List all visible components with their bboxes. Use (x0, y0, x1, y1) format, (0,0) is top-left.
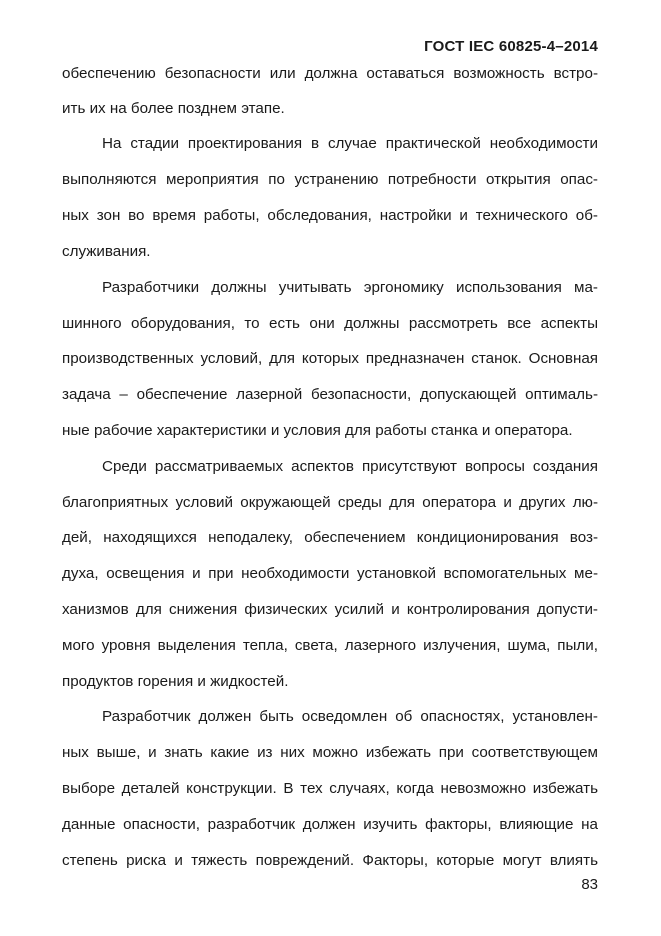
text-line: шинного оборудования, то есть они должны рассмотреть все аспекты (62, 315, 598, 332)
document-header: ГОСТ IEC 60825-4–2014 (424, 38, 598, 55)
paragraph-first-line: Разработчики должны учитывать эргономику использования ма- (102, 279, 598, 296)
text-line: продуктов горения и жидкостей. (62, 673, 289, 690)
paragraph-first-line: Среди рассматриваемых аспектов присутствуют вопросы создания (102, 458, 598, 475)
text-line: обеспечению безопасности или должна оставаться возможность встро- (62, 65, 598, 82)
page-number: 83 (581, 876, 598, 893)
text-line: степень риска и тяжесть повреждений. Факторы, которые могут влиять (62, 852, 598, 869)
text-line: производственных условий, для которых предназначен станок. Основная (62, 350, 598, 367)
text-line: данные опасности, разработчик должен изучить факторы, влияющие на (62, 816, 598, 833)
text-line: служивания. (62, 243, 151, 260)
text-line: дей, находящихся неподалеку, обеспечением кондиционирования воз- (62, 529, 598, 546)
text-line: ных выше, и знать какие из них можно избежать при соответствующем (62, 744, 598, 761)
text-line: выполняются мероприятия по устранению потребности открытия опас- (62, 171, 598, 188)
text-line: задача – обеспечение лазерной безопасности, допускающей оптималь- (62, 386, 598, 403)
text-line: благоприятных условий окружающей среды для оператора и других лю- (62, 494, 598, 511)
text-line: ных зон во время работы, обследования, настройки и технического об- (62, 207, 598, 224)
text-line: духа, освещения и при необходимости установкой вспомогательных ме- (62, 565, 598, 582)
text-line: выборе деталей конструкции. В тех случаях, когда невозможно избежать (62, 780, 598, 797)
text-line: мого уровня выделения тепла, света, лазерного излучения, шума, пыли, (62, 637, 598, 654)
text-line: ить их на более позднем этапе. (62, 100, 285, 117)
text-line: ханизмов для снижения физических усилий и контролирования допусти- (62, 601, 598, 618)
text-line: ные рабочие характеристики и условия для работы станка и оператора. (62, 422, 573, 439)
paragraph-first-line: Разработчик должен быть осведомлен об опасностях, установлен- (102, 708, 598, 725)
paragraph-first-line: На стадии проектирования в случае практической необходимости (102, 135, 598, 152)
